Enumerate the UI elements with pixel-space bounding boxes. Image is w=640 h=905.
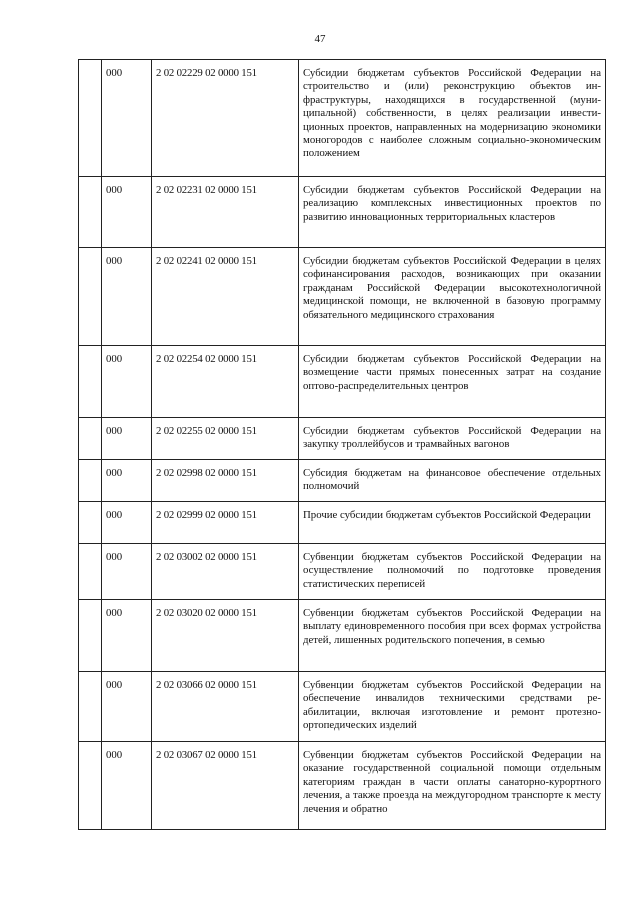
table-row: [79, 346, 606, 418]
table-row: [79, 418, 606, 460]
blank-cell: [79, 672, 102, 742]
description-cell: Субвенции бюджетам субъектов Российской Федерации на осуществление полномочий по подготовке проведения статистических переписей: [299, 544, 606, 600]
description-cell: Субсидии бюджетам субъектов Российской Федерации на закупку троллейбусов и трамвайных вагонов: [299, 418, 606, 460]
budget-code-cell: 2 02 02231 02 0000 151: [152, 177, 299, 248]
budget-code-cell: 2 02 03020 02 0000 151: [152, 600, 299, 672]
description-cell: Субвенции бюджетам субъектов Российской Федерации на выплату единовременного пособия при всех формах устройства детей, лишенных родительского попечения, в семью: [299, 600, 606, 672]
admin-code-cell: 000: [102, 544, 152, 600]
blank-cell: [79, 248, 102, 346]
blank-cell: [79, 742, 102, 830]
table-row: [79, 742, 606, 830]
table-row: [79, 544, 606, 600]
budget-code-cell: 2 02 02998 02 0000 151: [152, 460, 299, 502]
admin-code-cell: 000: [102, 502, 152, 544]
admin-code-cell: 000: [102, 248, 152, 346]
blank-cell: [79, 460, 102, 502]
table-row: [79, 60, 606, 177]
table-row: [79, 177, 606, 248]
admin-code-cell: 000: [102, 418, 152, 460]
blank-cell: [79, 60, 102, 177]
table-row: [79, 672, 606, 742]
table-row: [79, 460, 606, 502]
table-row: [79, 248, 606, 346]
admin-code-cell: 000: [102, 600, 152, 672]
budget-code-cell: 2 02 02999 02 0000 151: [152, 502, 299, 544]
budget-code-cell: 2 02 03067 02 0000 151: [152, 742, 299, 830]
admin-code-cell: 000: [102, 60, 152, 177]
admin-code-cell: 000: [102, 460, 152, 502]
blank-cell: [79, 502, 102, 544]
blank-cell: [79, 177, 102, 248]
budget-code-cell: 2 02 02241 02 0000 151: [152, 248, 299, 346]
budget-classification-table: [78, 59, 606, 830]
description-cell: Субвенции бюджетам субъектов Российской Федерации на оказание государственной социальной помощи отдельным категориям граждан в части оплаты санаторно-курортного лечения, а также проезда на междугородном транспорте к месту лечения и обратно: [299, 742, 606, 830]
table-row: [79, 502, 606, 544]
budget-code-cell: 2 02 03002 02 0000 151: [152, 544, 299, 600]
description-cell: Субвенции бюджетам субъектов Российской Федерации на обеспечение инвалидов техническими средствами реабилитации, включая изготовление и ремонт протезно-ортопедических изделий: [299, 672, 606, 742]
admin-code-cell: 000: [102, 346, 152, 418]
blank-cell: [79, 346, 102, 418]
budget-code-cell: 2 02 02229 02 0000 151: [152, 60, 299, 177]
table-row: [79, 600, 606, 672]
admin-code-cell: 000: [102, 742, 152, 830]
page-number: 47: [314, 33, 326, 45]
blank-cell: [79, 544, 102, 600]
description-cell: Субсидия бюджетам на финансовое обеспечение отдельных полномочий: [299, 460, 606, 502]
admin-code-cell: 000: [102, 177, 152, 248]
description-cell: Субсидии бюджетам субъектов Российской Федерации на реализацию комплексных инвестиционных проектов по развитию инновационных территориальных кластеров: [299, 177, 606, 248]
blank-cell: [79, 600, 102, 672]
admin-code-cell: 000: [102, 672, 152, 742]
budget-code-cell: 2 02 02254 02 0000 151: [152, 346, 299, 418]
budget-code-cell: 2 02 02255 02 0000 151: [152, 418, 299, 460]
description-cell: Субсидии бюджетам субъектов Российской Федерации на возмещение части прямых понесенных затрат на создание оптово-распределительных центров: [299, 346, 606, 418]
description-cell: Прочие субсидии бюджетам субъектов Российской Федерации: [299, 502, 606, 544]
budget-code-cell: 2 02 03066 02 0000 151: [152, 672, 299, 742]
blank-cell: [79, 418, 102, 460]
description-cell: Субсидии бюджетам субъектов Российской Федерации в целях софинансирования расходов, возникающих при оказании гражданам Российской Федерации высокотехнологичной медицинской помощи, не включенной в базовую программу обязательного медицинского страхования: [299, 248, 606, 346]
description-cell: Субсидии бюджетам субъектов Российской Федерации на строительство и (или) реконструкцию объектов инфраструктуры, находящихся в государственной (муниципальной) собственности, в целях реализации инвестиционных проектов, направленных на модернизацию экономики моногородов с наиболее сложным социально-экономическим положением: [299, 60, 606, 177]
